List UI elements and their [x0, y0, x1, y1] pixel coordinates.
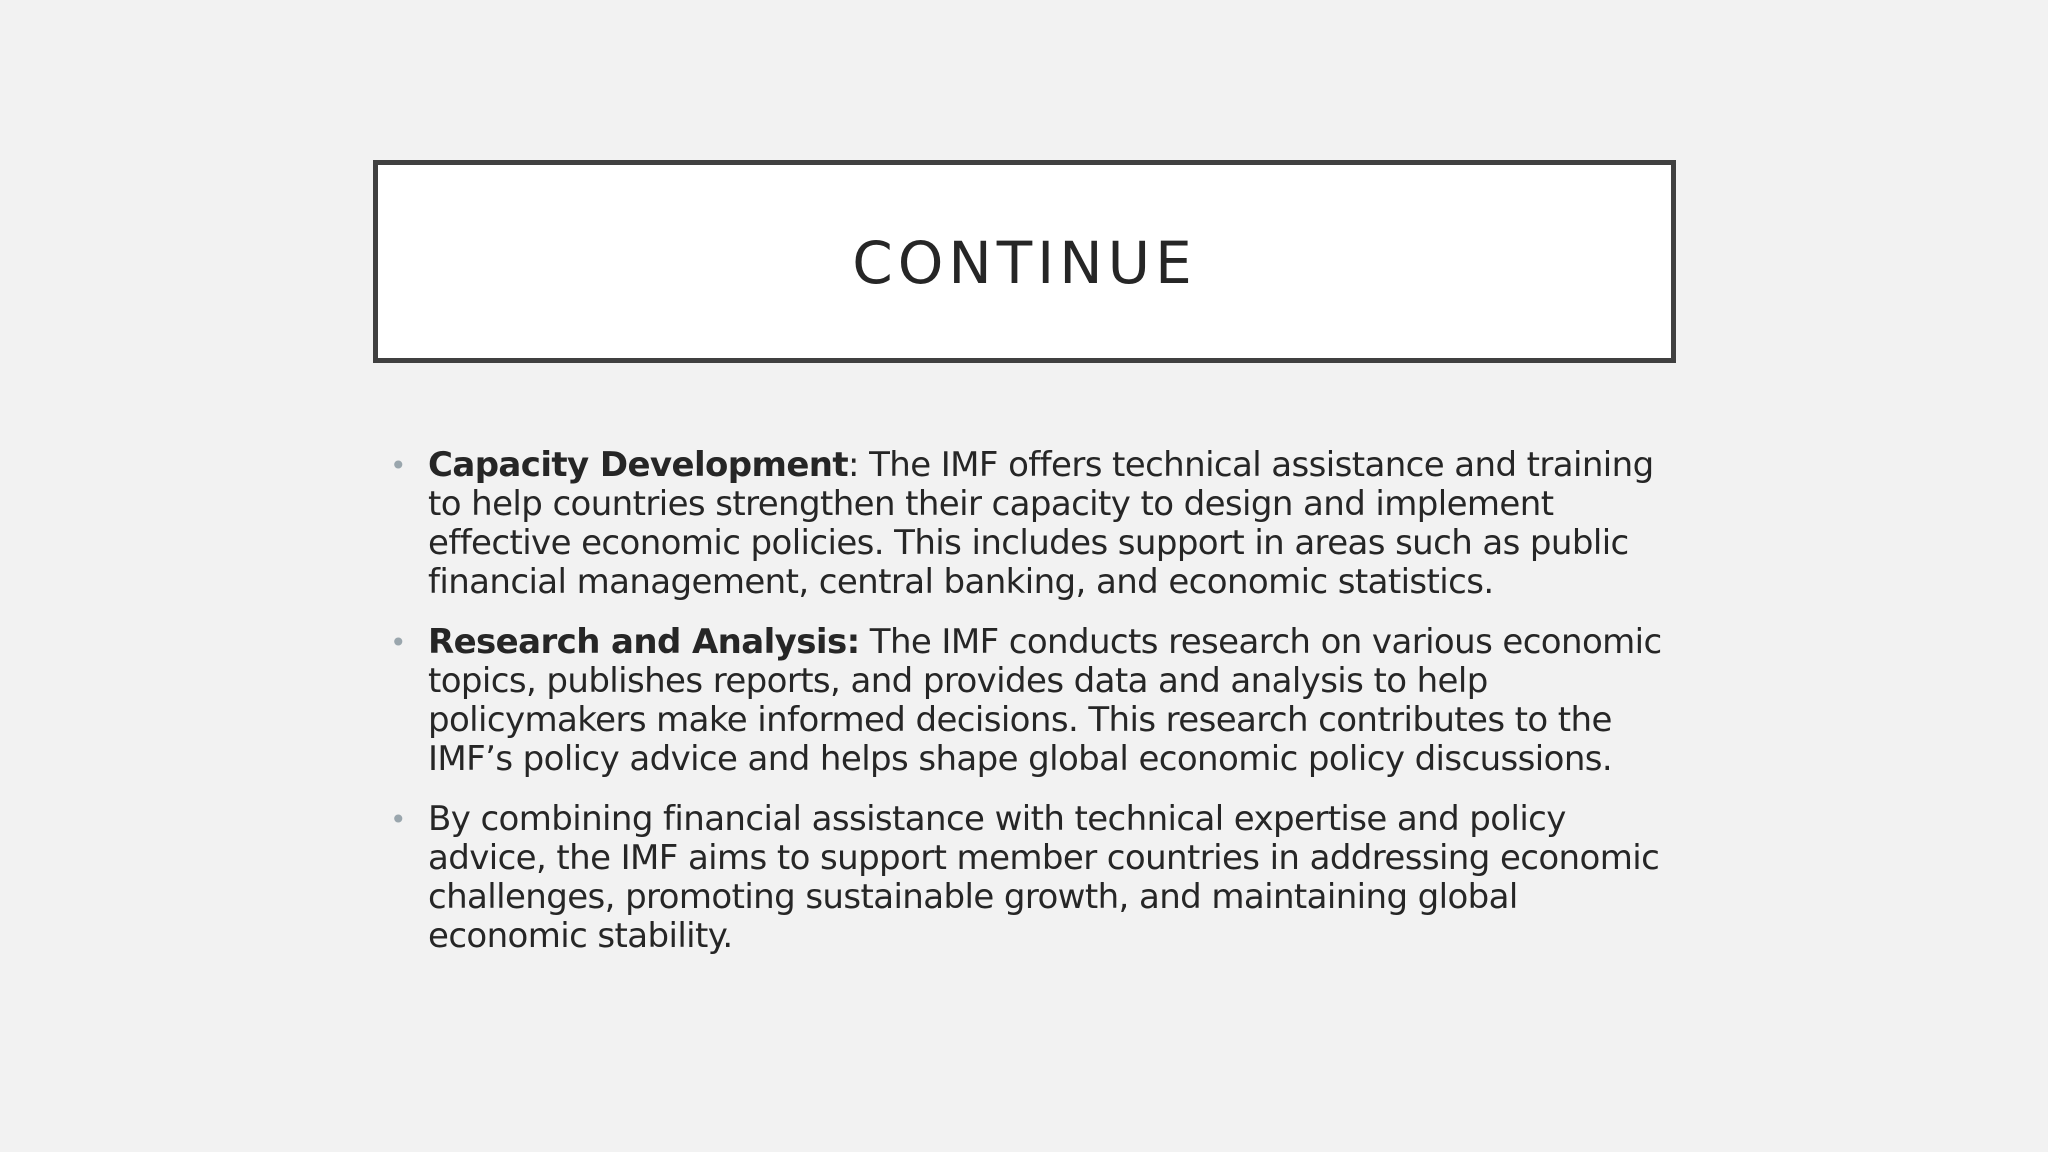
bullet-item [390, 446, 1680, 602]
bullet-item [390, 800, 1680, 956]
title-box [373, 160, 1676, 363]
bullet-item [390, 623, 1680, 779]
bullet-dot-icon: • [390, 449, 406, 482]
bullet-dot-icon: • [390, 626, 406, 659]
bullet-dot-icon: • [390, 803, 406, 836]
bullet-text: The IMF conducts research on various economic topics, publishes reports, and provides data and analysis to help policymakers make informed decisions. This research contributes to the IMF’s policy advice and helps shape global economic policy discussions. [428, 622, 1662, 779]
bullet-text: By combining financial assistance with technical expertise and policy advice, the IMF aims to support member countries in addressing economic challenges, promoting sustainable growth, and maintaining global economic stability. [428, 799, 1660, 956]
slide-title: CONTINUE [852, 228, 1197, 297]
bullet-term: Capacity Development [428, 445, 849, 485]
bullet-separator: : [848, 445, 859, 485]
bullet-term: Research and Analysis: [428, 622, 860, 662]
bullet-list [390, 446, 1680, 977]
bullet-text: The IMF offers technical assistance and training to help countries strengthen their capacity to design and implement effective economic policies. This includes support in areas such as public financial management, central banking, and economic statistics. [428, 445, 1654, 602]
